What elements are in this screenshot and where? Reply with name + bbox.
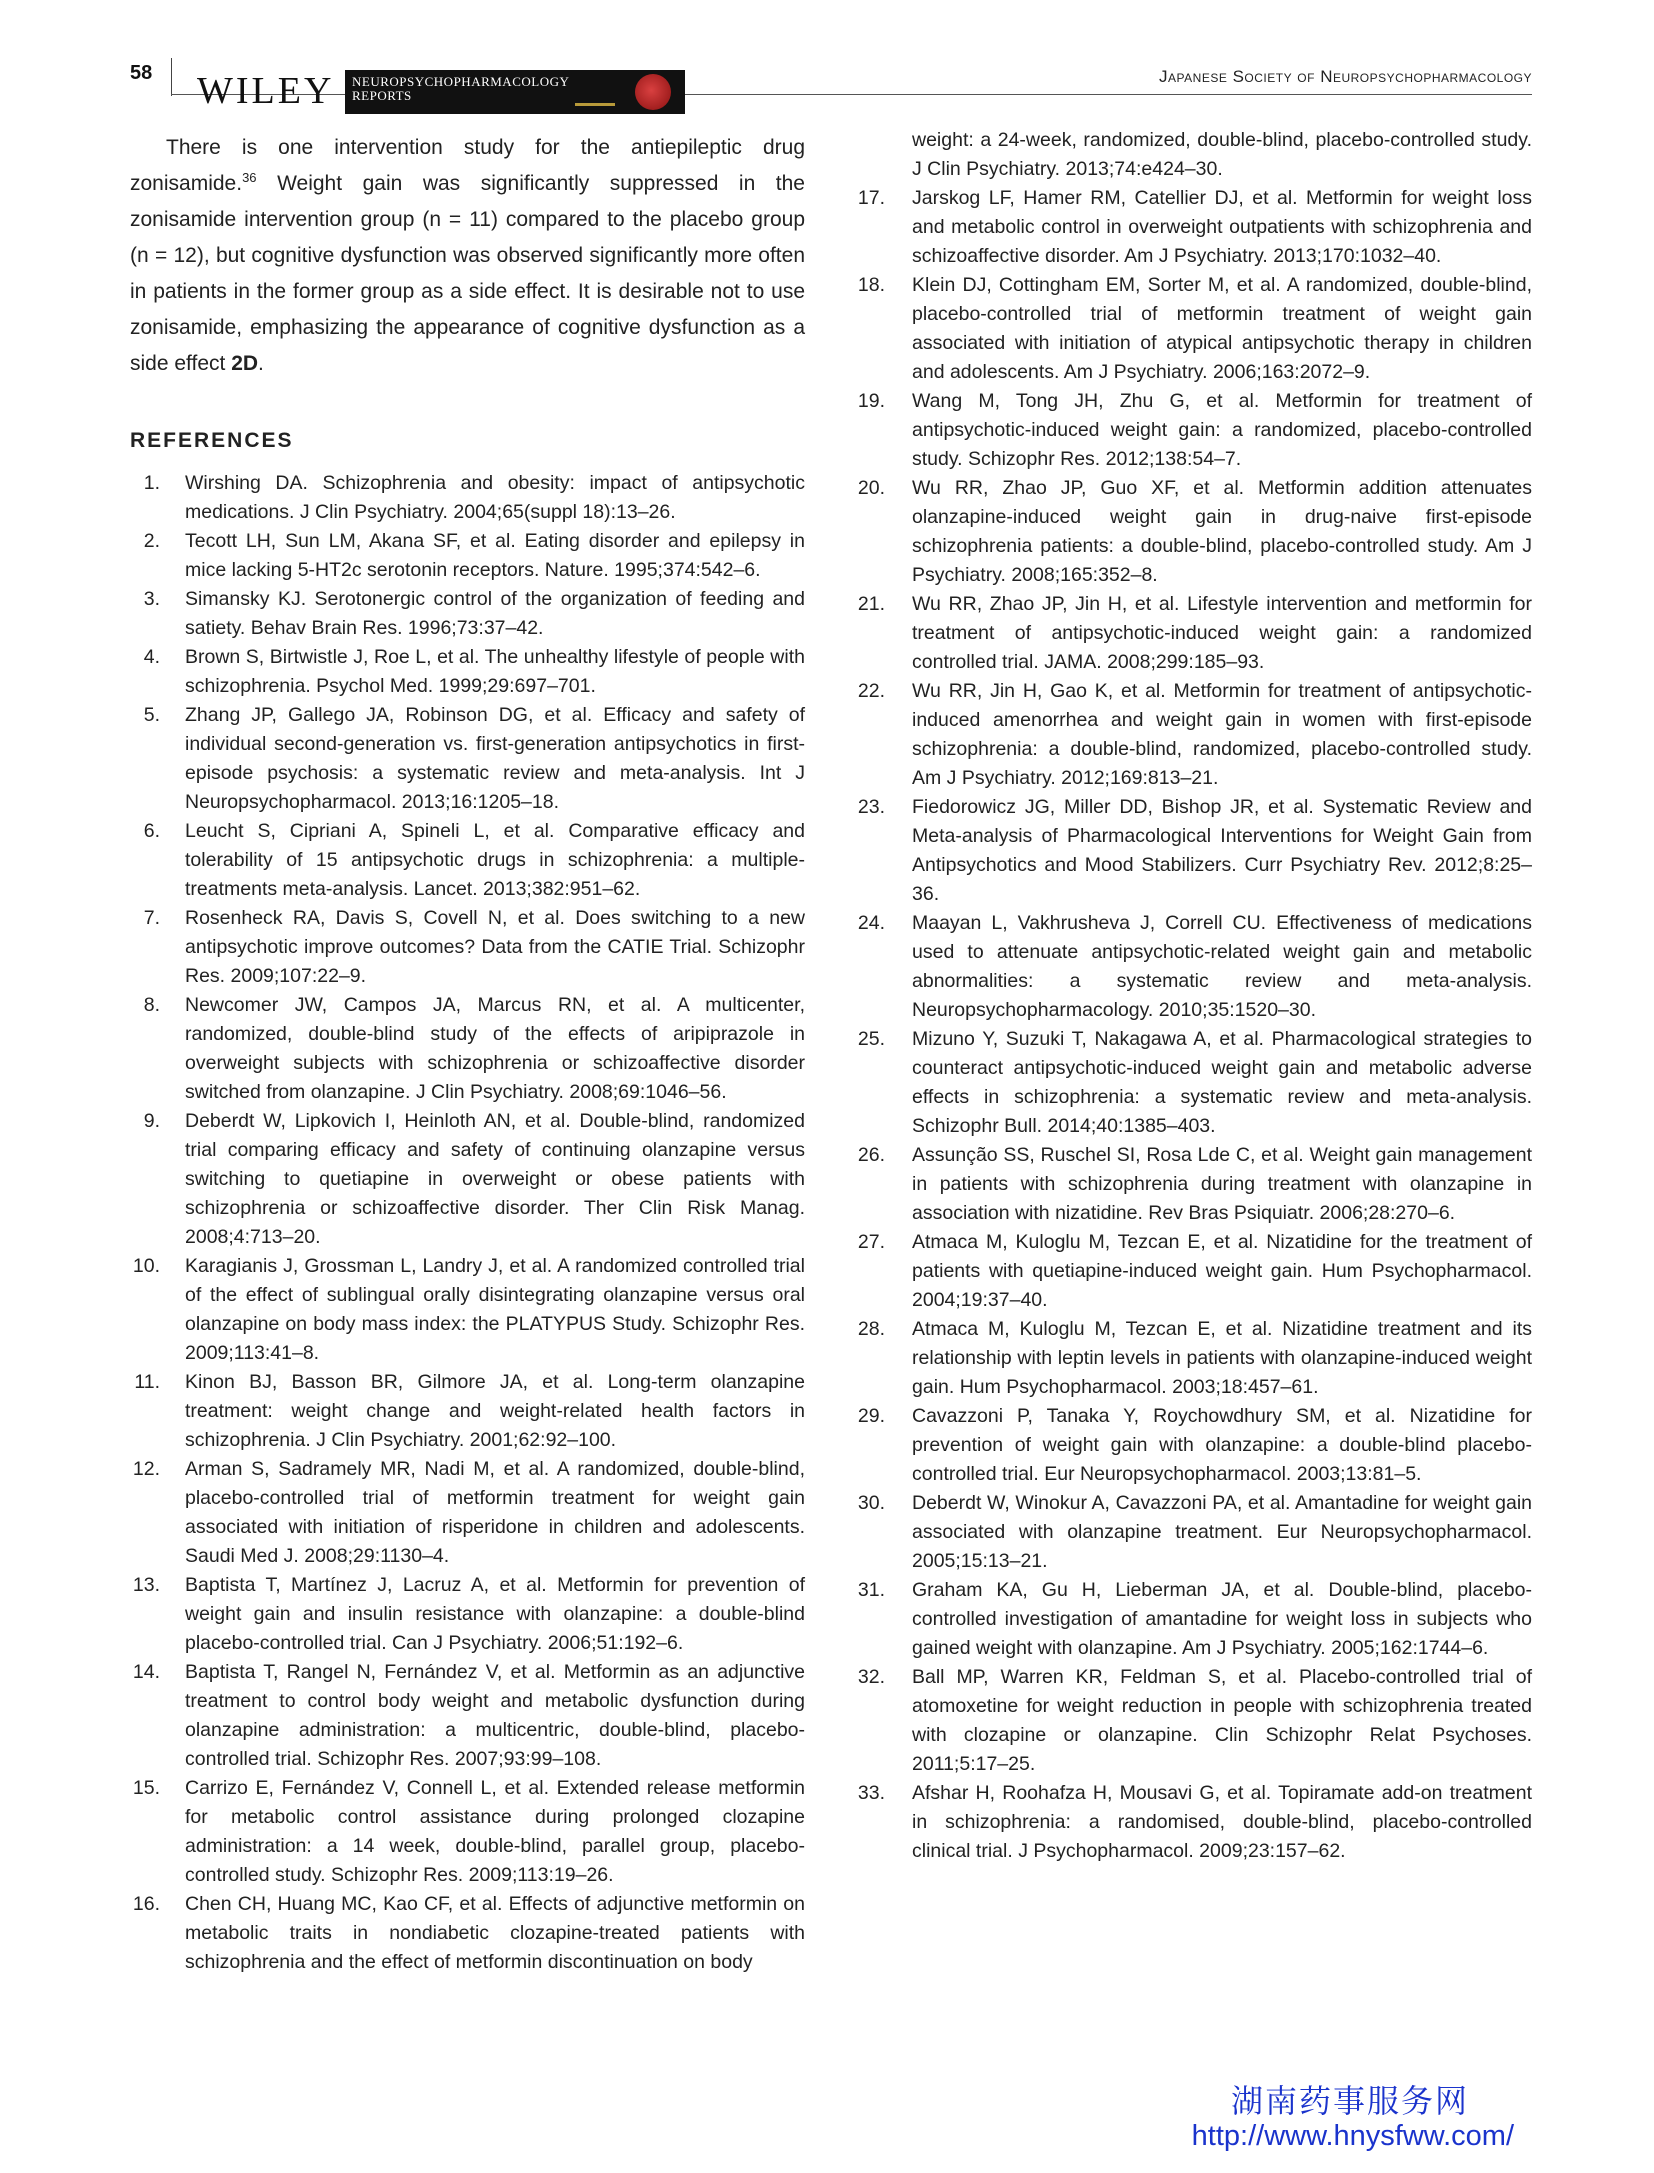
reference-text: Atmaca M, Kuloglu M, Tezcan E, et al. Nizatidine treatment and its relationship with leptin levels in patients with olanzapine-induced weight gain. Hum Psychopharmacol. 2003;18:457–61. (912, 1318, 1532, 1398)
reference-item (855, 909, 1532, 1025)
reference-item (130, 469, 805, 527)
reference-text: Leucht S, Cipriani A, Spineli L, et al. Comparative efficacy and tolerability of 15 antipsychotic drugs in schizophrenia: a multiple-treatments meta-analysis. Lancet. 2013;382:951–62. (185, 820, 805, 900)
header-divider (171, 58, 172, 96)
reference-item (130, 1455, 805, 1571)
reference-item (855, 1141, 1532, 1228)
reference-item (855, 1576, 1532, 1663)
reference-item (130, 701, 805, 817)
reference-item (130, 1252, 805, 1368)
journal-logo-icon (635, 74, 671, 110)
reference-text: Karagianis J, Grossman L, Landry J, et al. A randomized controlled trial of the effect of sublingual orally disintegrating olanzapine versus oral olanzapine on body mass index: the PLATYPUS Study. Schizophr Res. 2009;113:41–8. (185, 1255, 805, 1364)
reference-item (855, 793, 1532, 909)
reference-number: 1. (143, 472, 160, 494)
body-text-a: There is one intervention study for the antiepileptic drug zonisamide. (130, 136, 805, 195)
reference-text: Cavazzoni P, Tanaka Y, Roychowdhury SM, et al. Nizatidine for prevention of weight gain with olanzapine: a double-blind placebo-controlled trial. Eur Neuropsychopharmacol. 2003;13:81–5. (912, 1405, 1532, 1485)
reference-text: Wu RR, Jin H, Gao K, et al. Metformin for treatment of antipsychotic-induced amenorrhea and weight gain in women with first-episode schizophrenia: a double-blind, randomized, placebo-controlled study. Am J Psychiatry. 2012;169:813–21. (912, 680, 1532, 789)
journal-banner-accent (575, 103, 615, 106)
reference-text: Zhang JP, Gallego JA, Robinson DG, et al. Efficacy and safety of individual second-generation vs. first-generation antipsychotics in first-episode psychosis: a systematic review and meta-analysis. Int J Neuropsychopharmacol. 2013;16:1205–18. (185, 704, 805, 813)
reference-item (130, 1368, 805, 1455)
reference-text: Chen CH, Huang MC, Kao CF, et al. Effects of adjunctive metformin on metabolic traits in nondiabetic clozapine-treated patients with schizophrenia and the effect of metformin discontinuation on body (185, 1893, 805, 1973)
reference-number: 26. (857, 1144, 885, 1166)
watermark-chinese: 湖南药事服务网 (1230, 2083, 1469, 2119)
reference-item (855, 1779, 1532, 1866)
reference-number: 5. (143, 704, 160, 726)
reference-number: 2. (143, 530, 160, 552)
reference-continuation: weight: a 24-week, randomized, double-blind, placebo-controlled study. J Clin Psychiatry. 2013;74:e424–30. (912, 129, 1532, 180)
reference-text: Simansky KJ. Serotonergic control of the organization of feeding and satiety. Behav Brain Res. 1996;73:37–42. (185, 588, 805, 639)
reference-number: 16. (132, 1893, 160, 1915)
reference-text: Baptista T, Rangel N, Fernández V, et al. Metformin as an adjunctive treatment to control body weight and metabolic dysfunction during olanzapine administration: a multicentric, double-blind, placebo-controlled trial. Schizophr Res. 2007;93:99–108. (185, 1661, 805, 1770)
reference-text: Rosenheck RA, Davis S, Covell N, et al. Does switching to a new antipsychotic improve outcomes? Data from the CATIE Trial. Schizophr Res. 2009;107:22–9. (185, 907, 805, 987)
reference-number: 21. (857, 593, 885, 615)
reference-item (855, 590, 1532, 677)
reference-item (855, 1402, 1532, 1489)
page-number: 58 (130, 62, 153, 84)
reference-text: Fiedorowicz JG, Miller DD, Bishop JR, et al. Systematic Review and Meta-analysis of Pharmacological Interventions for Weight Gain from Antipsychotics and Mood Stabilizers. Curr Psychiatry Rev. 2012;8:25–36. (912, 796, 1532, 905)
reference-item (855, 184, 1532, 271)
reference-text: Klein DJ, Cottingham EM, Sorter M, et al. A randomized, double-blind, placebo-controlled trial of metformin treatment of weight gain associated with initiation of atypical antipsychotic therapy in children and adolescents. Am J Psychiatry. 2006;163:2072–9. (912, 274, 1532, 383)
reference-number: 20. (857, 477, 885, 499)
reference-text: Mizuno Y, Suzuki T, Nakagawa A, et al. Pharmacological strategies to counteract antipsychotic-induced weight gain and metabolic adverse effects in schizophrenia: a systematic review and meta-analysis. Schizophr Bull. 2014;40:1385–403. (912, 1028, 1532, 1137)
reference-number: 27. (857, 1231, 885, 1253)
journal-name: NEUROPSYCHOPHARMACOLOGY REPORTS (352, 74, 570, 103)
journal-banner (345, 70, 685, 114)
reference-number: 32. (857, 1666, 885, 1688)
reference-text: Ball MP, Warren KR, Feldman S, et al. Placebo-controlled trial of atomoxetine for weight reduction in people with schizophrenia treated with clozapine or olanzapine. Clin Schizophr Relat Psychoses. 2011;5:17–25. (912, 1666, 1532, 1775)
reference-number: 30. (857, 1492, 885, 1514)
reference-number: 17. (857, 187, 885, 209)
reference-text: Afshar H, Roohafza H, Mousavi G, et al. Topiramate add-on treatment in schizophrenia: a randomised, double-blind, placebo-controlled clinical trial. J Psychopharmacol. 2009;23:157–62. (912, 1782, 1532, 1862)
reference-number: 11. (134, 1371, 160, 1393)
references-heading: REFERENCES (130, 429, 294, 452)
body-text-b: Weight gain was significantly suppressed in the zonisamide intervention group (n = 11) compared to the placebo group (n = 12), but cognitive dysfunction was observed significantly more often in patients in the former group as a side effect. It is desirable not to use zonisamide, emphasizing the appearance of cognitive dysfunction as a side effect (130, 172, 805, 375)
reference-text: Carrizo E, Fernández V, Connell L, et al. Extended release metformin for metabolic control assistance during prolonged clozapine administration: a 14 week, double-blind, parallel group, placebo-controlled study. Schizophr Res. 2009;113:19–26. (185, 1777, 805, 1886)
reference-item (855, 1315, 1532, 1402)
reference-number: 25. (857, 1028, 885, 1050)
reference-number: 12. (132, 1458, 160, 1480)
reference-item (130, 991, 805, 1107)
publisher-logo: WILEY (197, 70, 335, 112)
reference-item (130, 527, 805, 585)
left-column (130, 130, 805, 1977)
reference-text: Deberdt W, Lipkovich I, Heinloth AN, et al. Double-blind, randomized trial comparing efficacy and safety of continuing olanzapine versus switching to quetiapine in overweight or obese patients with schizophrenia or schizoaffective disorder. Ther Clin Risk Manag. 2008;4:713–20. (185, 1110, 805, 1248)
citation-superscript: 36 (242, 170, 257, 185)
reference-item (130, 904, 805, 991)
reference-text: Wirshing DA. Schizophrenia and obesity: impact of antipsychotic medications. J Clin Psychiatry. 2004;65(suppl 18):13–26. (185, 472, 805, 523)
reference-text: Graham KA, Gu H, Lieberman JA, et al. Double-blind, placebo-controlled investigation of amantadine for weight loss in subjects who gained weight with olanzapine. Am J Psychiatry. 2005;162:1744–6. (912, 1579, 1532, 1659)
reference-number: 4. (143, 646, 160, 668)
reference-text: Deberdt W, Winokur A, Cavazzoni PA, et al. Amantadine for weight gain associated with olanzapine treatment. Eur Neuropsychopharmacol. 2005;15:13–21. (912, 1492, 1532, 1572)
right-column (855, 126, 1532, 1866)
watermark-url[interactable]: http://www.hnysfww.com/ (1191, 2120, 1514, 2152)
reference-text: Maayan L, Vakhrusheva J, Correll CU. Effectiveness of medications used to attenuate antipsychotic-related weight gain and metabolic abnormalities: a systematic review and meta-analysis. Neuropsychopharmacology. 2010;35:1520–30. (912, 912, 1532, 1021)
reference-text: Wu RR, Zhao JP, Jin H, et al. Lifestyle intervention and metformin for treatment of antipsychotic-induced weight gain: a randomized controlled trial. JAMA. 2008;299:185–93. (912, 593, 1532, 673)
reference-item (130, 1107, 805, 1252)
reference-number: 28. (857, 1318, 885, 1340)
reference-item (130, 585, 805, 643)
reference-item (130, 643, 805, 701)
reference-number: 19. (857, 390, 885, 412)
reference-number: 18. (857, 274, 885, 296)
reference-text: Newcomer JW, Campos JA, Marcus RN, et al. A multicenter, randomized, double-blind study of the effects of aripiprazole in overweight subjects with schizophrenia or schizoaffective disorder switched from olanzapine. J Clin Psychiatry. 2008;69:1046–56. (185, 994, 805, 1103)
reference-item (855, 474, 1532, 590)
reference-item (855, 387, 1532, 474)
reference-number: 23. (857, 796, 885, 818)
reference-text: Baptista T, Martínez J, Lacruz A, et al. Metformin for prevention of weight gain and insulin resistance with olanzapine: a double-blind placebo-controlled trial. Can J Psychiatry. 2006;51:192–6. (185, 1574, 805, 1654)
reference-text: Jarskog LF, Hamer RM, Catellier DJ, et al. Metformin for weight loss and metabolic control in overweight outpatients with schizophrenia and schizoaffective disorder. Am J Psychiatry. 2013;170:1032–40. (912, 187, 1532, 267)
reference-list-right (855, 184, 1532, 1866)
reference-number: 24. (857, 912, 885, 934)
reference-number: 13. (132, 1574, 160, 1596)
reference-item (855, 1228, 1532, 1315)
reference-text: Arman S, Sadramely MR, Nadi M, et al. A randomized, double-blind, placebo-controlled trial of metformin treatment for weight gain associated with initiation of risperidone in children and adolescents. Saudi Med J. 2008;29:1130–4. (185, 1458, 805, 1567)
reference-number: 10. (132, 1255, 160, 1277)
reference-item (130, 1658, 805, 1774)
reference-number: 29. (857, 1405, 885, 1427)
reference-text: Tecott LH, Sun LM, Akana SF, et al. Eating disorder and epilepsy in mice lacking 5-HT2c serotonin receptors. Nature. 1995;374:542–6. (185, 530, 805, 581)
reference-number: 33. (857, 1782, 885, 1804)
society-name: Japanese Society of Neuropsychopharmacology (1159, 67, 1532, 86)
reference-number: 14. (132, 1661, 160, 1683)
reference-text: Atmaca M, Kuloglu M, Tezcan E, et al. Nizatidine for the treatment of patients with quetiapine-induced weight gain. Hum Psychopharmacol. 2004;19:37–40. (912, 1231, 1532, 1311)
evidence-grade: 2D (231, 352, 259, 375)
reference-item (130, 1571, 805, 1658)
reference-item (130, 817, 805, 904)
reference-item (855, 271, 1532, 387)
reference-text: Assunção SS, Ruschel SI, Rosa Lde C, et al. Weight gain management in patients with schizophrenia during treatment with olanzapine in association with nizatidine. Rev Bras Psiquiatr. 2006;28:270–6. (912, 1144, 1532, 1224)
reference-item (855, 1025, 1532, 1141)
reference-text: Kinon BJ, Basson BR, Gilmore JA, et al. Long-term olanzapine treatment: weight change and weight-related health factors in schizophrenia. J Clin Psychiatry. 2001;62:92–100. (185, 1371, 805, 1451)
body-text-end: . (258, 352, 264, 375)
page-header (0, 0, 1654, 110)
reference-number: 22. (857, 680, 885, 702)
reference-text: Wang M, Tong JH, Zhu G, et al. Metformin for treatment of antipsychotic-induced weight gain: a randomized, placebo-controlled study. Schizophr Res. 2012;138:54–7. (912, 390, 1532, 470)
watermark (1192, 2083, 1514, 2153)
reference-list-left (130, 469, 805, 1977)
reference-item (855, 1663, 1532, 1779)
reference-number: 9. (143, 1110, 160, 1132)
reference-item (130, 1774, 805, 1890)
reference-item (855, 677, 1532, 793)
reference-number: 3. (143, 588, 160, 610)
reference-number: 6. (143, 820, 160, 842)
body-paragraph (130, 130, 805, 382)
reference-number: 15. (132, 1777, 160, 1799)
reference-number: 8. (143, 994, 160, 1016)
reference-number: 31. (857, 1579, 885, 1601)
reference-item (855, 1489, 1532, 1576)
reference-item (130, 1890, 805, 1977)
reference-text: Wu RR, Zhao JP, Guo XF, et al. Metformin addition attenuates olanzapine-induced weight gain in drug-naive first-episode schizophrenia patients: a double-blind, placebo-controlled study. Am J Psychiatry. 2008;165:352–8. (912, 477, 1532, 586)
reference-number: 7. (143, 907, 160, 929)
reference-text: Brown S, Birtwistle J, Roe L, et al. The unhealthy lifestyle of people with schizophrenia. Psychol Med. 1999;29:697–701. (185, 646, 805, 697)
